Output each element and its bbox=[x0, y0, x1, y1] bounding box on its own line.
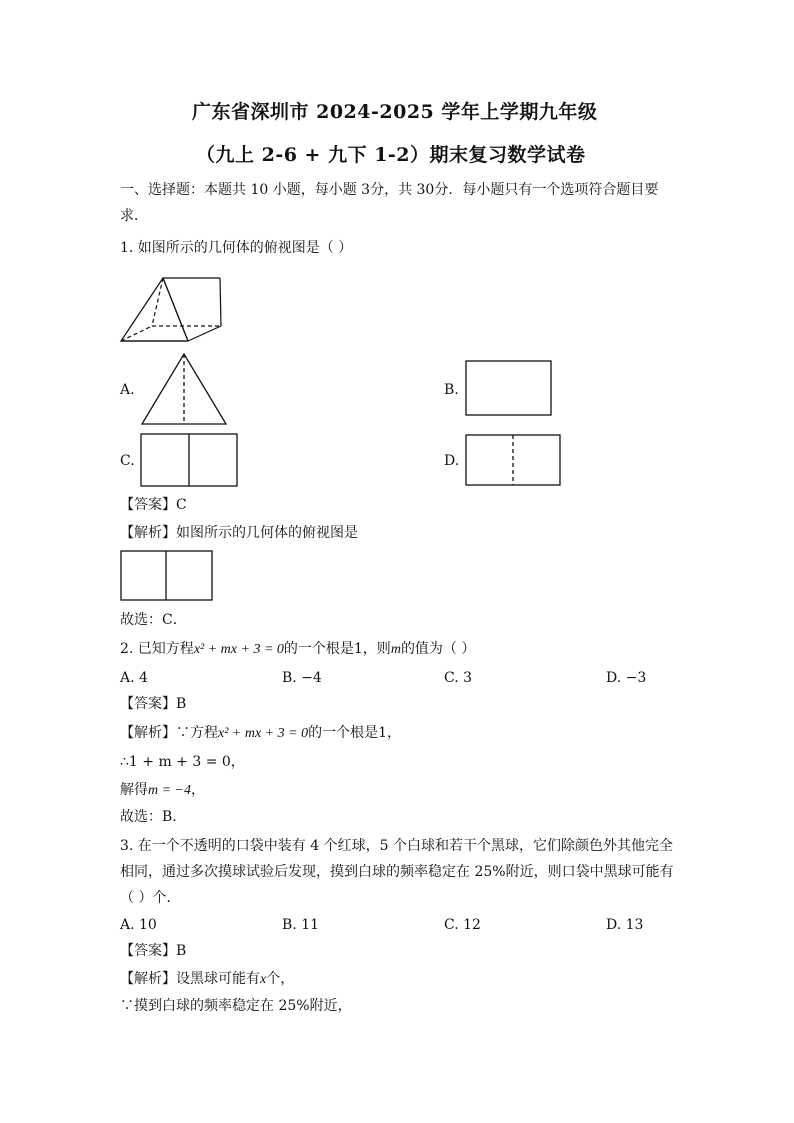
q2-stem bbox=[120, 639, 475, 660]
q2-step-2-eq: m = −4 bbox=[148, 783, 192, 798]
q1-analysis-figure bbox=[121, 551, 212, 600]
title-line-2: （九上 2-6 + 九下 1-2）期末复习数学试卷 bbox=[196, 144, 586, 166]
q2-option-d: D. −3 bbox=[606, 670, 647, 686]
q3-option-a: A. 10 bbox=[120, 917, 157, 933]
q2-analysis-post: 的一个根是1， bbox=[308, 725, 401, 741]
q3-analysis-pre: 【解析】设黑球可能有 bbox=[120, 971, 260, 987]
q3-stem-line-2: 相同，通过多次摸球试验后发现，摸到白球的频率稳定在 25%附近，则口袋中黑球可能有 bbox=[120, 864, 674, 880]
q1-option-c-label: C. bbox=[120, 453, 135, 469]
q1-option-b-figure bbox=[466, 361, 551, 415]
q3-analysis-post: 个， bbox=[266, 971, 295, 987]
q1-answer: 【答案】C bbox=[120, 497, 187, 513]
q2-analysis-pre: 【解析】 bbox=[120, 725, 176, 741]
q3-var-x: x bbox=[260, 972, 267, 987]
q2-step-2-post: ， bbox=[191, 782, 206, 798]
q1-option-d-figure bbox=[466, 435, 560, 485]
q1-conclusion: 故选：C． bbox=[120, 612, 187, 628]
q1-option-c-figure bbox=[141, 434, 237, 486]
q1-option-b-label: B. bbox=[444, 382, 459, 398]
q2-option-a: A. 4 bbox=[120, 670, 148, 686]
section-heading-cont: 求． bbox=[120, 208, 148, 224]
q2-step-1: ∴1 + m + 3 = 0， bbox=[120, 754, 245, 770]
q2-analysis-mid: 方程 bbox=[190, 725, 218, 741]
q1-option-a-label: A. bbox=[120, 382, 135, 398]
q2-var-m: m bbox=[390, 642, 401, 657]
q2-option-c: C. 3 bbox=[444, 670, 473, 686]
q1-stem: 1. 如图所示的几何体的俯视图是（ ） bbox=[120, 240, 353, 256]
q1-option-a-figure bbox=[142, 354, 226, 424]
q1-analysis: 【解析】如图所示的几何体的俯视图是 bbox=[120, 525, 358, 541]
q3-analysis bbox=[120, 969, 294, 990]
q2-stem-end: 的值为（ ） bbox=[400, 641, 476, 657]
q3-option-b: B. 11 bbox=[282, 917, 320, 933]
q3-stem-line-3: （ ）个． bbox=[120, 890, 181, 906]
title-line-1: 广东省深圳市 2024-2025 学年上学期九年级 bbox=[192, 101, 598, 123]
q1-option-d-label: D. bbox=[444, 453, 460, 469]
q2-analysis bbox=[120, 723, 401, 744]
q2-equation: x² + mx + 3 = 0 bbox=[193, 642, 284, 657]
q2-stem-post: 的一个根是1，则 bbox=[283, 641, 391, 657]
q2-analysis-equation: x² + mx + 3 = 0 bbox=[218, 726, 309, 741]
q3-since: ∵摸到白球的频率稳定在 25%附近， bbox=[120, 998, 352, 1014]
q2-answer: 【答案】B bbox=[120, 696, 187, 712]
q2-stem-pre: 2. 已知方程 bbox=[120, 641, 194, 657]
q1-prism-figure bbox=[121, 278, 221, 341]
because-symbol: ∵ bbox=[176, 725, 190, 741]
q2-step-2-pre: 解得 bbox=[120, 782, 148, 798]
q2-conclusion: 故选：B． bbox=[120, 809, 187, 825]
q2-option-b: B. −4 bbox=[282, 670, 322, 686]
q2-step-2 bbox=[120, 780, 205, 801]
q3-answer: 【答案】B bbox=[120, 943, 187, 959]
q3-option-d: D. 13 bbox=[606, 917, 644, 933]
section-heading: 一、选择题：本题共 10 小题，每小题 3分，共 30分．每小题只有一个选项符合题目要 bbox=[120, 182, 659, 198]
q3-option-c: C. 12 bbox=[444, 917, 481, 933]
q3-stem-line-1: 3. 在一个不透明的口袋中装有 4 个红球，5 个白球和若干个黑球，它们除颜色外其他完全 bbox=[120, 838, 673, 854]
